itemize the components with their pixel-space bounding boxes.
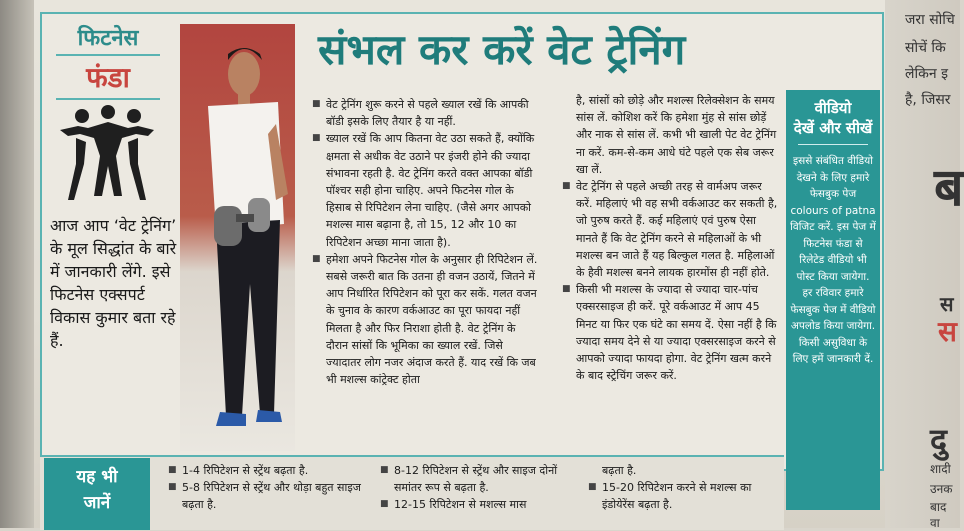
adjacent-text: स	[940, 292, 954, 316]
fact-item: ■ 1-4 रिपिटेशन से स्ट्रेंथ बढ़ता है.	[168, 462, 368, 479]
adjacent-text: स	[938, 315, 957, 348]
know-more-col-2	[380, 462, 580, 513]
article-column-1	[312, 96, 538, 388]
fact-item: ■ 5-8 रिपिटेशन से स्ट्रेंथ और थोड़ा बहुत साइज बढ़ता है.	[168, 479, 368, 513]
adjacent-text: वा	[930, 516, 940, 530]
sidebar-body: इससे संबंधित वीडियो देखने के लिए हमारे फेसबुक पेज colours of patna विजिट करें. इस पेज में फिटनेस फंडा से रिलेटेड वीडियो भी पोस्ट किया जायेगा. हर रविवार हमारे फेसबुक पेज में वीडियो अपलोड किया जायेगा. किसी असुविधा के लिए हमें जानकारी दें.	[790, 155, 876, 365]
tip-paragraph: ■ किसी भी मशल्स के ज्यादा से ज्यादा चार-पांच एक्सरसाइज ही करें. पूरे वर्कआउट में आप 45 मिनट या फिर एक घंटे का समय दें. ऐसा नहीं है कि ज्यादा समय देने से या ज्यादा एक्सरसाइज करने से आपको ज्यादा फायदा होगा. वेट ट्रेनिंग खत्म करने के बाद स्ट्रेचिंग जरूर करें.	[562, 281, 780, 384]
article-column-2	[562, 92, 780, 384]
video-sidebar	[786, 90, 880, 510]
adjacent-text: शादी	[930, 462, 951, 476]
fitness-figures-icon	[58, 104, 156, 204]
adjacent-text: बाद	[930, 500, 947, 514]
intro-text: आज आप ‘वेट ट्रेनिंग’ के मूल सिद्धांत के बारे में जानकारी लेंगे. इसे फिटनेस एक्सपर्ट विकास कुमार बता रहे हैं.	[50, 216, 177, 350]
page-fold-shadow	[0, 0, 34, 528]
fact-item: ■ 12-15 रिपिटेशन से मशल्स मास	[380, 496, 580, 513]
adjacent-text: है, जिसर	[905, 92, 951, 108]
adjacent-text: लेकिन इ	[905, 66, 948, 82]
adjacent-headline: दु	[930, 421, 947, 459]
know-more-col-1	[168, 462, 368, 513]
know-more-line2: जानें	[83, 493, 111, 513]
brand-line1: फिटनेस	[77, 26, 139, 51]
know-more-badge	[44, 458, 150, 530]
fact-item: ■ 8-12 रिपिटेशन से स्ट्रेंथ और साइज दोनों समांतर रूप से बढ़ता है.	[380, 462, 580, 496]
tip-paragraph: ■ वेट ट्रेनिंग से पहले अच्छी तरह से वार्मअप जरूर करें. महिलाएं भी वह सभी वर्कआउट कर सकती है, जो पुरुष करते हैं. कई महिलाएं एवं पुरुष ऐसा मानते हैं कि वेट ट्रेनिंग करने से महिलाओं के भी मशल्स बन जाते हैं यह बिल्कुल गलत है. महिलाओं के हैवी मशल्स बनने लायक हारमोंस ही नहीं होते.	[562, 178, 780, 281]
adjacent-text: जरा सोचि	[905, 12, 955, 28]
sidebar-heading-2: देखें और सीखें	[793, 119, 873, 137]
sidebar-divider	[798, 144, 868, 145]
tip-paragraph: ■ हमेशा अपने फिटनेस गोल के अनुसार ही रिपिटेशन लें. सबसे जरूरी बात कि उतना ही वजन उठायें, जितने में आप निर्धारित रिपिटेशन को पूरा कर सकें. गलत वजन के चुनाव के कारण वर्कआउट का पूरा फायदा नहीं मिलता है और फिर निराशा होती है. वेट ट्रेनिंग के दौरान सांसों कि भूमिका का ख्याल रखें. जिसे ज्यादातर लोग नजर अंदाज करते हैं. याद रखें कि जब भी मशल्स कांट्रेक्ट होता	[312, 251, 538, 389]
know-more-col-3	[588, 462, 778, 513]
know-more-line1: यह भी	[76, 467, 118, 487]
brand-divider	[56, 54, 160, 56]
trainer-photo	[180, 24, 295, 451]
trainer-figure	[180, 24, 295, 451]
tip-paragraph: ■ ख्याल रखें कि आप कितना वेट उठा सकते हैं, क्योंकि क्षमता से अधीक वेट उठाने पर इंजरी होने की ज्यादा संभावना रहती है. वेट ट्रेनिंग करते वक्त आपका बॉडी पॉश्चर सही होना चाहिए. अपने फिटनेस गोल के हिसाब से रिपिटेशन लेना चाहिए. (जैसे अगर आपको मशल्स मास बढ़ाना है, तो 15, 12 और 10 का रिपिटेशन अच्छा माना जाता है).	[312, 130, 538, 250]
fact-item: ■ 15-20 रिपिटेशन करने से मशल्स का इंडोयेरेंस बढ़ता है.	[588, 479, 778, 513]
adjacent-headline: ब	[934, 158, 964, 218]
tip-paragraph: है, सांसों को छोड़े और मशल्स रिलेक्सेशन के समय सांस लें. कोशिश करें कि हमेशा मुंह से सांस छोड़ें और नाक से सांस लें. कभी भी खाली पेट वेट ट्रेनिंग ना करें. कम-से-कम आधे घंटे पहले एक सेब जरूर खा लें.	[576, 94, 777, 176]
brand-divider	[56, 98, 160, 100]
adjacent-text: सोचें कि	[905, 40, 946, 56]
brand-line2: फंडा	[86, 61, 130, 94]
tip-paragraph: ■ वेट ट्रेनिंग शुरू करने से पहले ख्याल रखें कि आपकी बॉडी इसके लिए तैयार है या नहीं.	[312, 96, 538, 130]
adjacent-text: उनक	[930, 482, 953, 496]
sidebar-heading-1: वीडियो	[814, 99, 852, 117]
fact-item: बढ़ता है.	[602, 464, 637, 477]
column-brand	[48, 22, 168, 102]
headline: संभल कर करें वेट ट्रेनिंग	[318, 25, 686, 74]
